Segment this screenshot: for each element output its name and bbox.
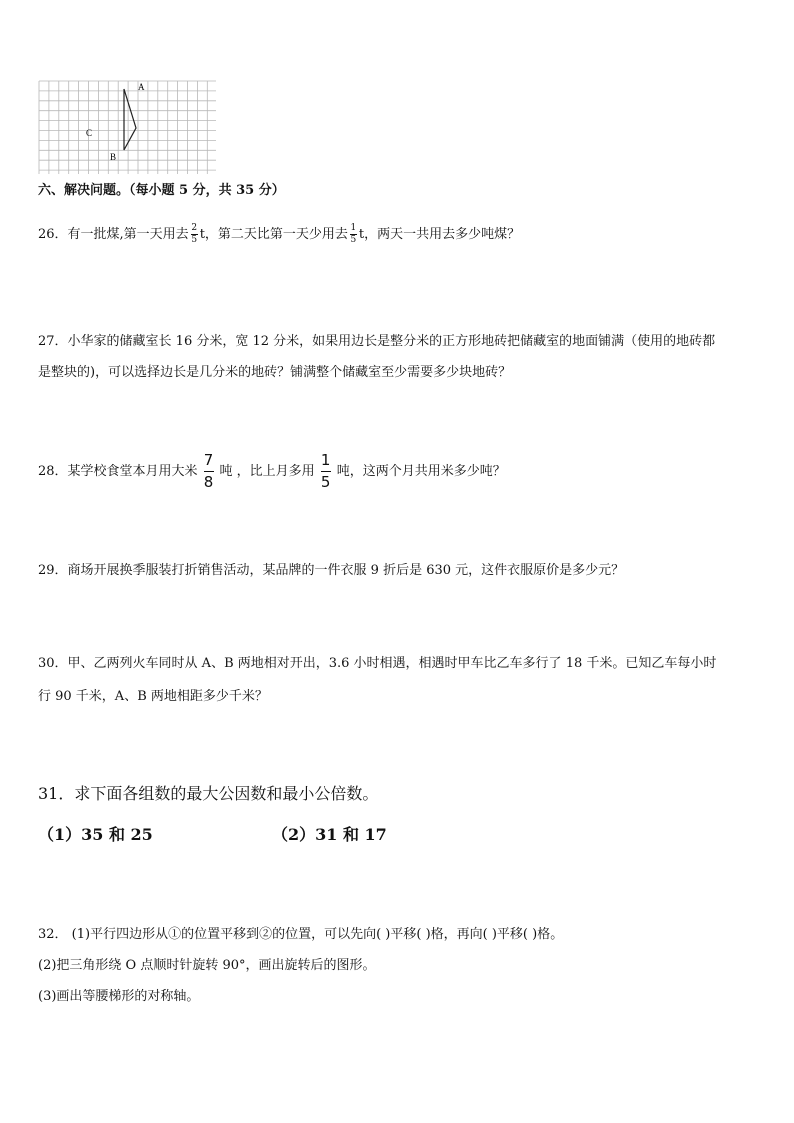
question-31-title: 31．求下面各组数的最大公因数和最小公倍数。 xyxy=(38,784,379,803)
q28-f2-numerator: 1 xyxy=(320,451,331,469)
q26-f2-numerator: 1 xyxy=(350,223,357,233)
q26-part2: t，第二天比第一天少用去 xyxy=(199,227,348,242)
q28-fraction-2 xyxy=(321,453,331,490)
question-29: 29．商场开展换季服装打折销售活动，某品牌的一件衣服 9 折后是 630 元，这件衣服原价是多少元？ xyxy=(38,563,625,578)
q28-part3: 吨，这两个月共用米多少吨？ xyxy=(336,464,506,479)
q26-part3: t，两天一共用去多少吨煤？ xyxy=(358,227,521,242)
grid-lines xyxy=(39,81,216,174)
question-27-line1: 27．小华家的储藏室长 16 分米，宽 12 分米，如果用边长是整分米的正方形地砖把储藏室的地面铺满（使用的地砖都 xyxy=(38,334,716,349)
vertex-label-b: B xyxy=(110,152,117,162)
q26-f1-numerator: 2 xyxy=(191,223,198,233)
grid-triangle-diagram xyxy=(38,80,218,176)
grid-figure xyxy=(38,80,218,176)
q26-f1-denominator: 5 xyxy=(191,235,198,245)
question-30-line2: 行 90 千米，A、B 两地相距多少千米？ xyxy=(38,689,268,704)
question-28 xyxy=(38,452,506,492)
vertex-label-a: A xyxy=(138,82,145,92)
question-31-item1: （1）35 和 25 xyxy=(38,825,153,844)
q26-fraction-2 xyxy=(350,224,357,245)
q28-fraction-1 xyxy=(204,453,214,490)
question-31-item2: （2）31 和 17 xyxy=(272,825,387,844)
question-32-line2: (2)把三角形绕 O 点顺时针旋转 90°，画出旋转后的图形。 xyxy=(38,958,376,973)
q28-part2: 吨 ，比上月多用 xyxy=(219,464,315,479)
section-heading: 六、解决问题。（每小题 5 分，共 35 分） xyxy=(38,183,285,198)
q28-f1-denominator: 8 xyxy=(203,473,214,491)
q26-f2-denominator: 5 xyxy=(350,235,357,245)
q28-f2-denominator: 5 xyxy=(320,473,331,491)
vertex-label-c: C xyxy=(86,128,93,138)
q28-part1: 28．某学校食堂本月用大米 xyxy=(38,464,198,479)
question-30-line1: 30．甲、乙两列火车同时从 A、B 两地相对开出，3.6 小时相遇，相遇时甲车比乙车多行了 18 千米。已知乙车每小时 xyxy=(38,656,717,671)
triangle-abc xyxy=(124,89,136,150)
question-26 xyxy=(38,224,520,245)
question-32-line1: 32． (1)平行四边形从①的位置平移到②的位置，可以先向( )平移( )格，再向( )平移( )格。 xyxy=(38,927,564,942)
q26-fraction-1 xyxy=(191,224,198,245)
q28-f1-numerator: 7 xyxy=(203,451,214,469)
q26-part1: 26．有一批煤,第一天用去 xyxy=(38,227,189,242)
question-27-line2: 是整块的)，可以选择边长是几分米的地砖？铺满整个储藏室至少需要多少块地砖？ xyxy=(38,365,512,380)
question-32-line3: (3)画出等腰梯形的对称轴。 xyxy=(38,989,200,1004)
